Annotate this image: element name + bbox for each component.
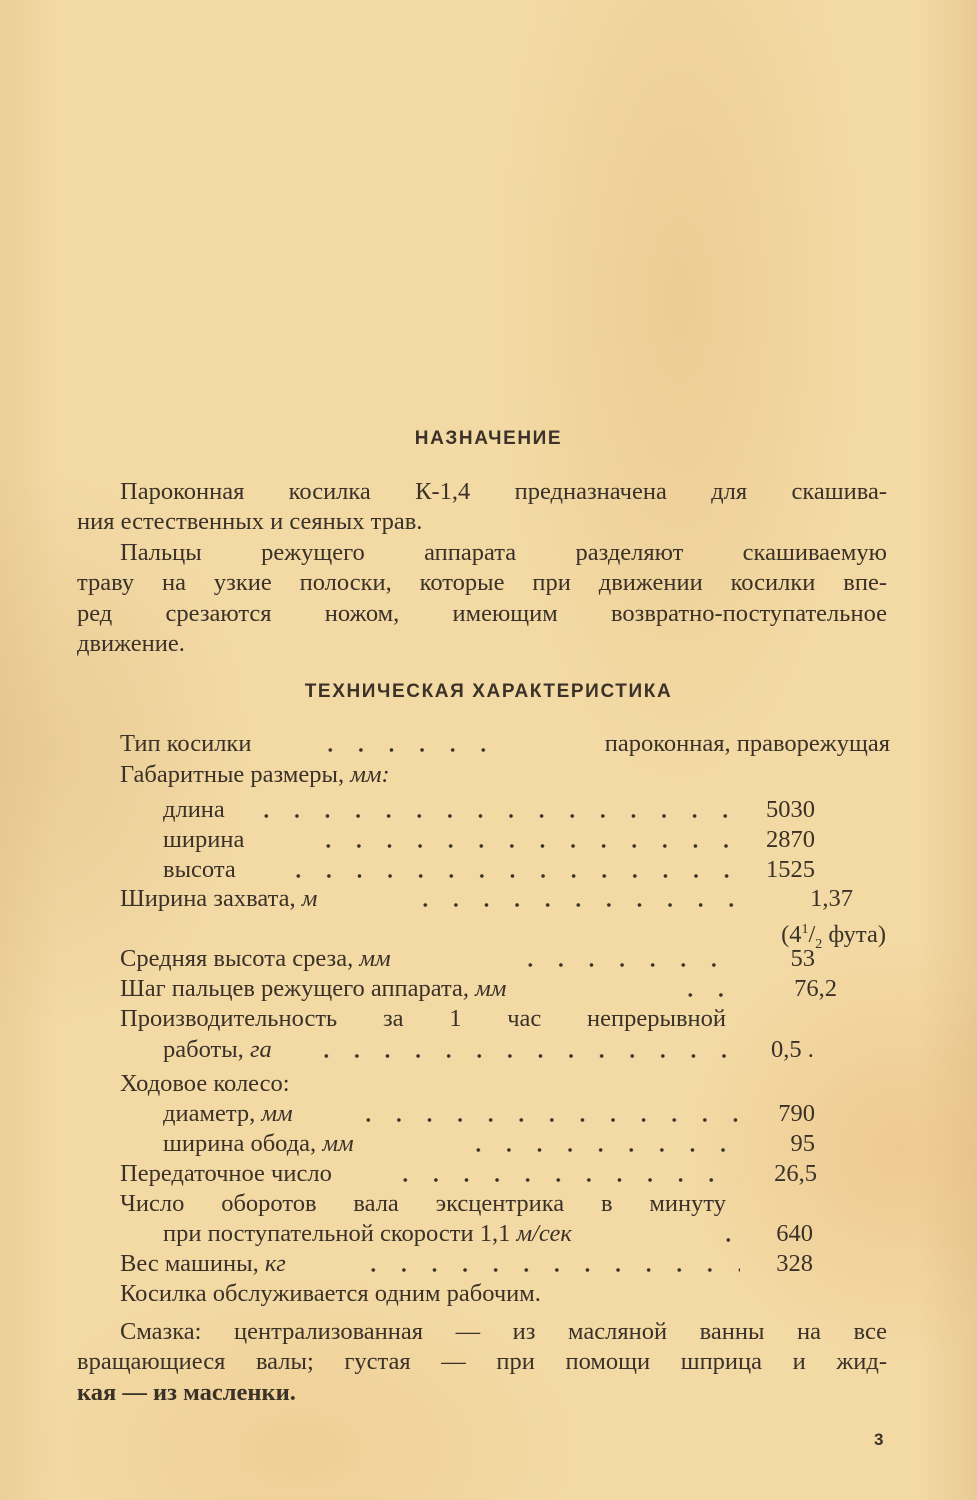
spec-label: Передаточное число <box>120 1160 332 1187</box>
spec-value: 1525 <box>766 856 815 883</box>
spec-row-cutting-width-feet <box>120 915 886 953</box>
leader-dots <box>251 795 741 825</box>
spec-row-finger-pitch <box>120 974 837 1004</box>
spec-row-cutting-width <box>120 884 853 914</box>
spec-value: 1,37 <box>810 885 853 912</box>
spec-label: Средняя высота среза, мм <box>120 945 391 972</box>
spec-value: 0,5 . <box>771 1036 814 1063</box>
spec-label: Вес машины, кг <box>120 1250 286 1277</box>
spec-label: Ходовое колесо: <box>120 1070 290 1097</box>
spec-label: высота <box>163 856 236 883</box>
spec-value: 95 <box>790 1130 815 1157</box>
text-line: ния естественных и сеяных трав. <box>77 508 423 536</box>
text-line: траву на узкие полоски, которые при движении косилки впе- <box>77 569 887 597</box>
spec-row-mower-type <box>120 729 890 759</box>
leader-dots <box>313 825 741 855</box>
leader-dots <box>515 944 740 974</box>
spec-row-wheel <box>120 1069 520 1099</box>
spec-row-eccentric-rpm-value <box>163 1219 813 1249</box>
spec-row-weight <box>120 1249 813 1279</box>
spec-label: Тип косилки <box>120 730 252 757</box>
specs-heading: ТЕХНИЧЕСКАЯ ХАРАКТЕРИСТИКА <box>304 681 673 702</box>
spec-value: 76,2 <box>794 975 837 1002</box>
lubrication-paragraph <box>77 1317 887 1408</box>
text-line: Пальцы режущего аппарата разделяют скашиваемую <box>120 539 887 566</box>
spec-row-productivity-value <box>163 1035 863 1065</box>
spec-row-operator <box>120 1279 820 1309</box>
spec-value: пароконная, праворежущая <box>604 730 890 757</box>
spec-value: 640 <box>776 1220 813 1247</box>
spec-row-productivity <box>120 1004 726 1034</box>
leader-dots <box>311 1035 741 1065</box>
leader-dots <box>358 1249 740 1279</box>
text-line: движение. <box>77 629 185 657</box>
spec-label: ширина обода, мм <box>163 1130 354 1157</box>
spec-row-cut-height <box>120 944 815 974</box>
text-line: Смазка: централизованная — из масляной ванны на все <box>120 1318 887 1345</box>
leader-dots <box>390 1159 740 1189</box>
spec-label: диаметр, мм <box>163 1100 293 1127</box>
spec-label: работы, га <box>163 1036 272 1063</box>
spec-value: 790 <box>778 1100 815 1127</box>
leader-dots <box>315 729 505 759</box>
leader-dots <box>353 1099 741 1129</box>
purpose-heading: НАЗНАЧЕНИЕ <box>414 428 563 449</box>
spec-row-gear-ratio <box>120 1159 817 1189</box>
spec-row-dimensions <box>120 760 890 790</box>
text-line: кая — из масленки. <box>77 1378 296 1406</box>
spec-value: 5030 <box>766 796 815 823</box>
spec-label: Производительность за 1 час непрерывной <box>120 1005 726 1032</box>
purpose-paragraph-2 <box>77 538 887 659</box>
spec-label: длина <box>163 796 225 823</box>
leader-dots <box>675 974 740 1004</box>
spec-value: 53 <box>790 945 815 972</box>
page-number: 3 <box>874 1430 884 1449</box>
spec-row-height <box>163 855 815 885</box>
spec-row-wheel-diameter <box>163 1099 815 1129</box>
leader-dots <box>713 1219 741 1249</box>
spec-row-rim-width <box>163 1129 815 1159</box>
spec-row-width <box>163 825 815 855</box>
spec-value: 2870 <box>766 826 815 853</box>
text-line: вращающиеся валы; густая — при помощи шприца и жид- <box>77 1348 887 1376</box>
spec-label: Шаг пальцев режущего аппарата, мм <box>120 975 507 1002</box>
spec-label: ширина <box>163 826 245 853</box>
spec-label: при поступательной скорости 1,1 м/сек <box>163 1220 572 1247</box>
spec-row-eccentric-rpm <box>120 1189 726 1219</box>
text-line: ред срезаются ножом, имеющим возвратно-поступательное <box>77 599 887 627</box>
text-line: Пароконная косилка К-1,4 предназначена для скашива- <box>120 478 887 505</box>
spec-label: Косилка обслуживается одним рабочим. <box>120 1280 541 1307</box>
spec-row-length <box>163 795 815 825</box>
leader-dots <box>463 1129 741 1159</box>
leader-dots <box>410 884 740 914</box>
spec-value: ($4^1/_2$ фута) <box>781 921 886 953</box>
leader-dots <box>283 855 741 885</box>
spec-label: Ширина захвата, м <box>120 885 318 912</box>
spec-label: Число оборотов вала эксцентрика в минуту <box>120 1190 726 1217</box>
spec-label: Габаритные размеры, мм: <box>120 761 390 788</box>
spec-value: 26,5 <box>774 1160 817 1187</box>
purpose-paragraph-1 <box>77 477 887 538</box>
spec-value: 328 <box>776 1250 813 1277</box>
